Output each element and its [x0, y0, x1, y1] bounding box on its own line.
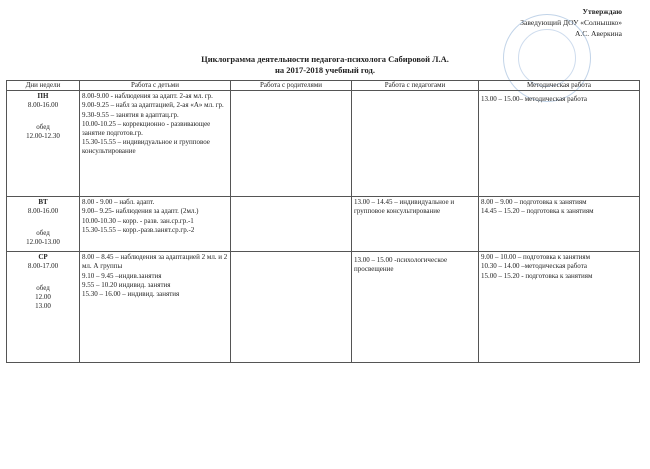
- schedule-entry: 13.00 – 14.45 – индивидуальное и групповое консультирование: [354, 198, 455, 216]
- lunch-label: обед: [36, 283, 50, 292]
- schedule-entry: 8.00 – 8.45 – наблюдения за адаптацией 2 мл. и 2 мл. А группы: [82, 253, 228, 271]
- schedule-entry: 10.00-10.25 – коррекционно - развивающее занятие подготов.гр.: [82, 119, 211, 138]
- parents-cell: [231, 91, 352, 197]
- lunch-label: обед: [36, 122, 50, 131]
- schedule-entry: 9.10 – 9.45 –индив.занятия: [82, 271, 162, 280]
- parents-cell: [231, 197, 352, 252]
- methodical-cell: [479, 91, 640, 197]
- teachers-cell: [352, 91, 479, 197]
- schedule-entry: 9.55 – 10.20 индивид. занятия: [82, 280, 171, 289]
- document-title: [0, 54, 650, 76]
- header-parents: Работа с родителями: [231, 81, 352, 91]
- lunch-label: обед: [36, 228, 50, 237]
- schedule-table: [6, 80, 640, 363]
- schedule-entry: 14.45 – 15.20 – подготовка к занятиям: [481, 207, 594, 216]
- schedule-entry: 8.00 – 9.00 – подготовка к занятиям: [481, 198, 587, 207]
- schedule-entry: 9.00 – 10.00 – подготовка к занятиям: [481, 253, 591, 262]
- day-name: СР: [38, 253, 48, 262]
- schedule-entry: 15.00 – 15.20 - подготовка к занятиям: [481, 271, 593, 280]
- lunch-time: 12.00-12.30: [26, 131, 60, 140]
- day-cell: [7, 197, 80, 252]
- title-line-2: на 2017-2018 учебный год.: [275, 65, 375, 75]
- schedule-entry: 9.00-9.25 – набл за адаптацией, 2-ая «А» мл. гр.: [82, 101, 224, 110]
- teachers-cell: [352, 197, 479, 252]
- header-days: Дни недели: [7, 81, 80, 91]
- teachers-cell: [352, 252, 479, 363]
- approval-name: А.С. Аверкина: [574, 29, 622, 38]
- day-hours: 8.00-16.00: [27, 207, 59, 216]
- schedule-entry: 15.30-15.55 – корр.-разв.занят.ср.гр.-2: [82, 225, 195, 234]
- day-hours: 8.00-17.00: [27, 262, 59, 271]
- schedule-entry: 10.00-10.30 – корр. - разв. зан.ср.гр.-1: [82, 216, 194, 225]
- header-teachers: Работа с педагогами: [352, 81, 479, 91]
- approval-position: Заведующий ДОУ «Солнышко»: [520, 18, 622, 27]
- approval-heading: Утверждаю: [582, 7, 622, 16]
- schedule-entry: 8.00 - 9.00 – набл. адапт.: [82, 198, 155, 207]
- day-name: ВТ: [38, 198, 48, 207]
- header-children: Работа с детьми: [80, 81, 231, 91]
- table-row: [7, 91, 640, 197]
- schedule-entry: 9.30-9.55 – занятия в адаптац.гр.: [82, 110, 179, 119]
- header-row: [7, 81, 640, 91]
- day-cell: [7, 91, 80, 197]
- schedule-entry: 9.00– 9.25- наблюдения за адапт. (2мл.): [82, 207, 199, 216]
- table-row: [7, 197, 640, 252]
- methodical-cell: [479, 197, 640, 252]
- lunch-time: 12.00-13.00: [26, 237, 60, 246]
- methodical-cell: [479, 252, 640, 363]
- schedule-entry: 15.30-15.55 – индивидуальное и групповое консультирование: [82, 138, 210, 156]
- schedule-entry: 15.30 – 16.00 – индивид. занятия: [82, 290, 180, 299]
- day-name: ПН: [37, 92, 49, 101]
- title-line-1: Циклограмма деятельности педагога-психолога Сабировой Л.А.: [201, 54, 449, 64]
- parents-cell: [231, 252, 352, 363]
- children-cell: [80, 197, 231, 252]
- day-cell: [7, 252, 80, 363]
- schedule-entry: 13.00 – 15.00– методическая работа: [481, 95, 587, 104]
- schedule-entry: 10.30 – 14.00 –методическая работа: [481, 262, 587, 271]
- schedule-entry: 13.00 – 15.00 -психологическое просвещение: [354, 256, 448, 274]
- schedule-entry: 8.00-9.00 - наблюдения за адапт. 2-ая мл. гр.: [82, 92, 213, 101]
- table-row: [7, 252, 640, 363]
- lunch-time: 13.00: [35, 302, 51, 311]
- children-cell: [80, 252, 231, 363]
- header-methodical: Методическая работа: [479, 81, 640, 91]
- day-hours: 8.00-16.00: [27, 101, 59, 110]
- children-cell: [80, 91, 231, 197]
- lunch-time: 12.00: [35, 292, 51, 301]
